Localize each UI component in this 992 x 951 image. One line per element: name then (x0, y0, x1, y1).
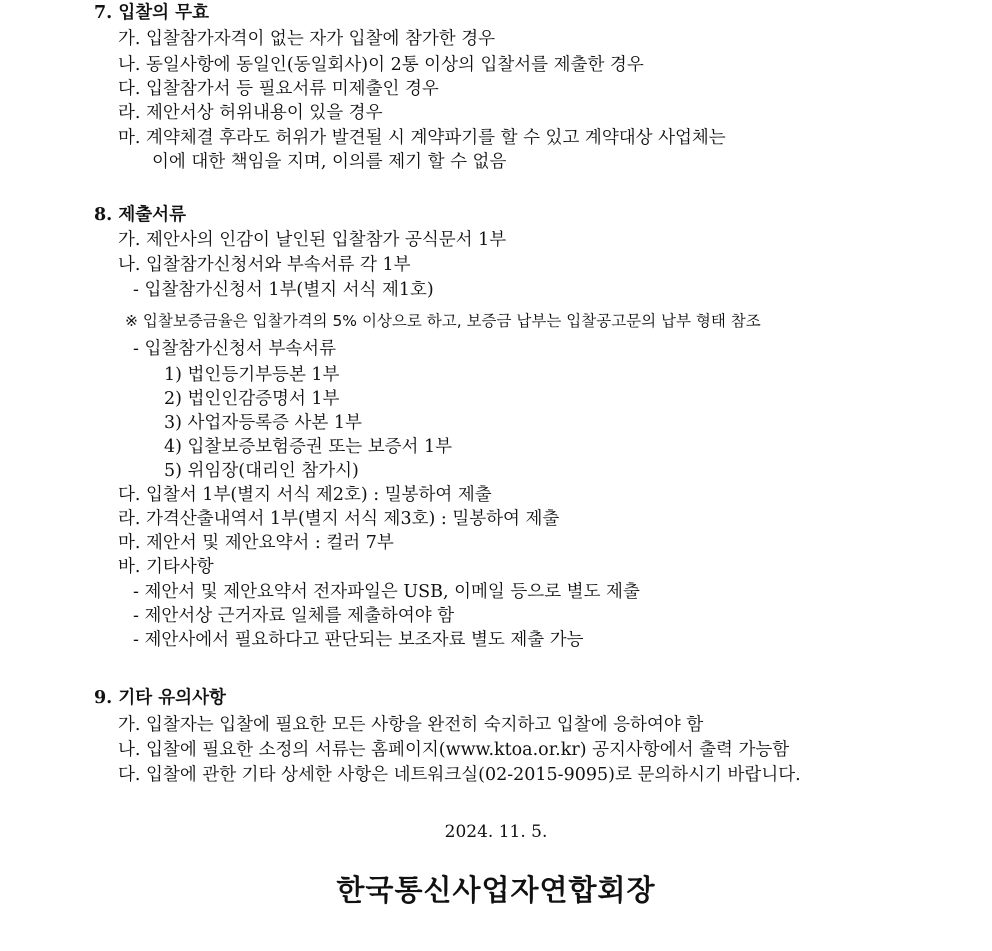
attachment-3: 3) 사업자등록증 사본 1부 (164, 413, 362, 433)
section-8-etc-2: - 제안서상 근거자료 일체를 제출하여야 함 (133, 606, 455, 626)
attachment-1: 1) 법인등기부등본 1부 (164, 365, 340, 385)
section-7-item-ma: 마. 계약체결 후라도 허위가 발견될 시 계약파기를 할 수 있고 계약대상 사업체는 (118, 128, 726, 148)
document-date: 2024. 11. 5. (444, 822, 548, 842)
section-8-etc-3: - 제안사에서 필요하다고 판단되는 보조자료 별도 제출 가능 (133, 630, 584, 650)
section-8-heading: 8. 제출서류 (94, 205, 186, 225)
section-9-item-na: 나. 입찰에 필요한 소정의 서류는 홈페이지(www.ktoa.or.kr) 공지사항에서 출력 가능함 (118, 740, 790, 760)
section-7-item-na: 나. 동일사항에 동일인(동일회사)이 2통 이상의 입찰서를 제출한 경우 (118, 55, 644, 75)
section-9-heading: 9. 기타 유의사항 (94, 688, 226, 708)
section-8-item-ga: 가. 제안사의 인감이 날인된 입찰참가 공식문서 1부 (118, 230, 507, 250)
attachment-5: 5) 위임장(대리인 참가시) (164, 461, 359, 481)
section-7-heading: 7. 입찰의 무효 (94, 3, 209, 23)
section-8-item-ra: 라. 가격산출내역서 1부(별지 서식 제3호) : 밀봉하여 제출 (118, 509, 560, 529)
section-8-sub-form1: - 입찰참가신청서 1부(별지 서식 제1호) (133, 280, 434, 300)
section-8-etc-1: - 제안서 및 제안요약서 전자파일은 USB, 이메일 등으로 별도 제출 (133, 582, 640, 602)
section-8-deposit-note: ※ 입찰보증금율은 입찰가격의 5% 이상으로 하고, 보증금 납부는 입찰공고문의 납부 형태 참조 (125, 312, 761, 330)
section-8-sub-attachments: - 입찰참가신청서 부속서류 (133, 339, 336, 359)
section-9-item-da: 다. 입찰에 관한 기타 상세한 사항은 네트워크실(02-2015-9095)로 문의하시기 바랍니다. (118, 765, 801, 785)
attachment-2: 2) 법인인감증명서 1부 (164, 389, 340, 409)
section-8-item-na: 나. 입찰참가신청서와 부속서류 각 1부 (118, 255, 411, 275)
attachment-4: 4) 입찰보증보험증권 또는 보증서 1부 (164, 437, 453, 457)
section-7-item-ma-cont: 이에 대한 책임을 지며, 이의를 제기 할 수 없음 (152, 152, 507, 172)
section-9-item-ga: 가. 입찰자는 입찰에 필요한 모든 사항을 완전히 숙지하고 입찰에 응하여야 함 (118, 715, 704, 735)
section-7-item-ga: 가. 입찰참가자격이 없는 자가 입찰에 참가한 경우 (118, 29, 496, 49)
issuer-signature: 한국통신사업자연합회장 (336, 873, 656, 907)
section-8-item-ma: 마. 제안서 및 제안요약서 : 컬러 7부 (118, 533, 394, 553)
section-7-item-ra: 라. 제안서상 허위내용이 있을 경우 (118, 103, 383, 123)
section-7-item-da: 다. 입찰참가서 등 필요서류 미제출인 경우 (118, 79, 439, 99)
section-8-item-da: 다. 입찰서 1부(별지 서식 제2호) : 밀봉하여 제출 (118, 485, 492, 505)
section-8-item-ba: 바. 기타사항 (118, 557, 214, 577)
